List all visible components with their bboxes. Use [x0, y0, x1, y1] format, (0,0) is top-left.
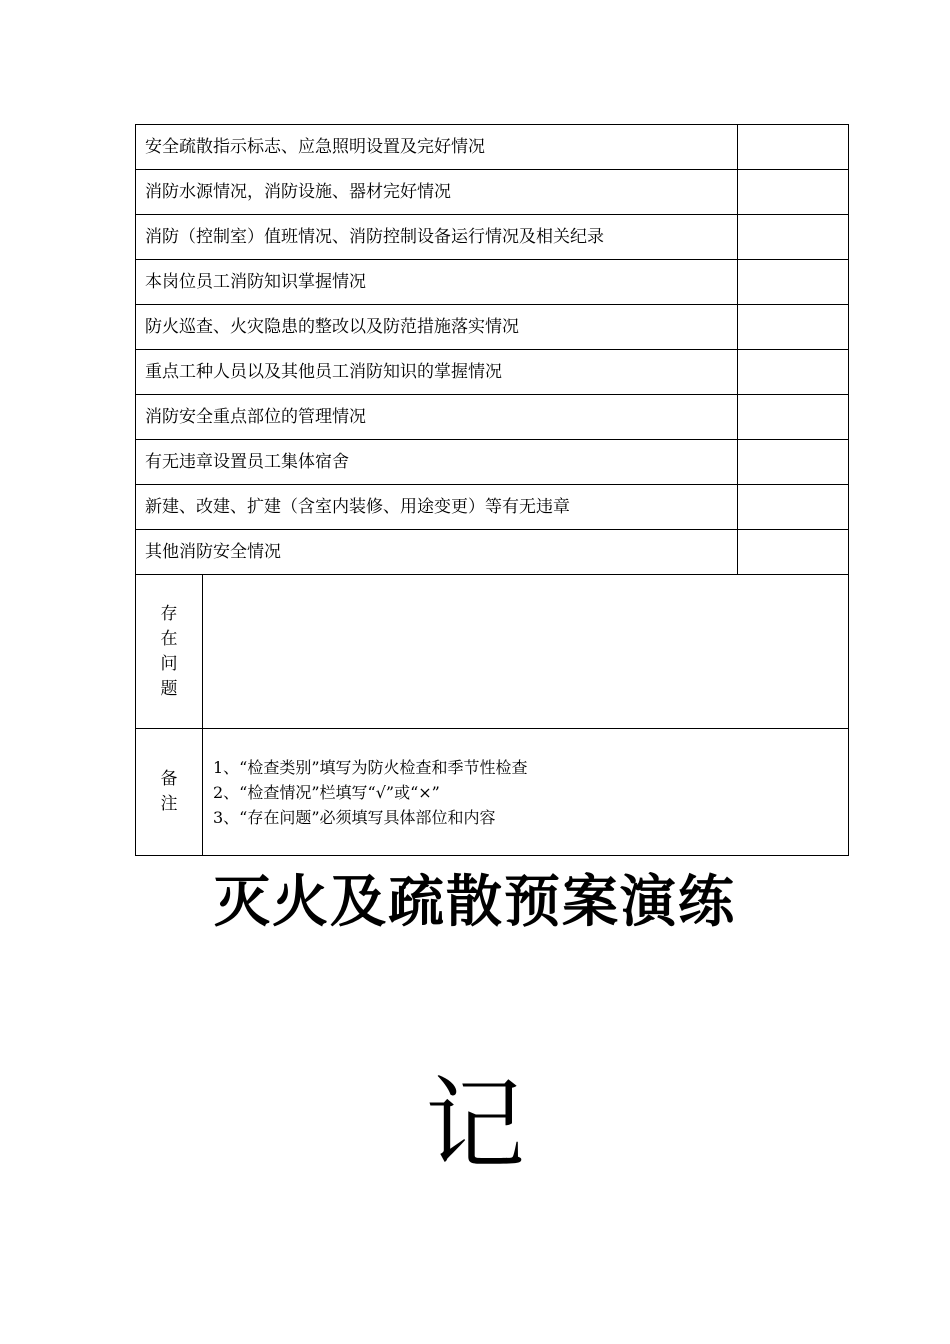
check-item: 防火巡查、火灾隐患的整改以及防范措施落实情况: [136, 305, 738, 350]
check-item: 新建、改建、扩建（含室内装修、用途变更）等有无违章: [136, 485, 738, 530]
remark-line: 1、“检查类别”填写为防火检查和季节性检查: [213, 757, 528, 777]
remark-line: 3、“存在问题”必须填写具体部位和内容: [213, 807, 496, 827]
check-item: 重点工种人员以及其他员工消防知识的掌握情况: [136, 350, 738, 395]
table-row: [136, 260, 849, 305]
table-row: [136, 350, 849, 395]
check-cell[interactable]: [738, 530, 849, 575]
check-cell[interactable]: [738, 440, 849, 485]
table-row: [136, 440, 849, 485]
issues-row: [136, 575, 849, 729]
table-row: [136, 125, 849, 170]
check-item: 消防水源情况，消防设施、器材完好情况: [136, 170, 738, 215]
issues-label: 存 在 问 题: [136, 575, 203, 729]
check-item: 本岗位员工消防知识掌握情况: [136, 260, 738, 305]
check-cell[interactable]: [738, 215, 849, 260]
check-item: 其他消防安全情况: [136, 530, 738, 575]
table-row: [136, 215, 849, 260]
issues-field[interactable]: [203, 575, 849, 729]
title-character: 记: [425, 1066, 525, 1183]
remark-line: 2、“检查情况”栏填写“√”或“×”: [213, 782, 440, 802]
section-title: 灭火及疏散预案演练: [214, 869, 736, 935]
table-row: [136, 170, 849, 215]
check-cell[interactable]: [738, 485, 849, 530]
table-row: [136, 305, 849, 350]
check-item: 安全疏散指示标志、应急照明设置及完好情况: [136, 125, 738, 170]
check-item: 消防安全重点部位的管理情况: [136, 395, 738, 440]
check-cell[interactable]: [738, 395, 849, 440]
remarks-row: [136, 729, 849, 856]
remarks-notes: [203, 729, 849, 856]
check-cell[interactable]: [738, 305, 849, 350]
check-item: 消防（控制室）值班情况、消防控制设备运行情况及相关纪录: [136, 215, 738, 260]
table-row: [136, 395, 849, 440]
check-item: 有无违章设置员工集体宿舍: [136, 440, 738, 485]
check-cell[interactable]: [738, 170, 849, 215]
table-row: [136, 530, 849, 575]
check-cell[interactable]: [738, 350, 849, 395]
check-cell[interactable]: [738, 125, 849, 170]
table-row: [136, 485, 849, 530]
check-cell[interactable]: [738, 260, 849, 305]
inspection-table: [135, 124, 849, 856]
remarks-label: 备 注: [136, 729, 203, 856]
